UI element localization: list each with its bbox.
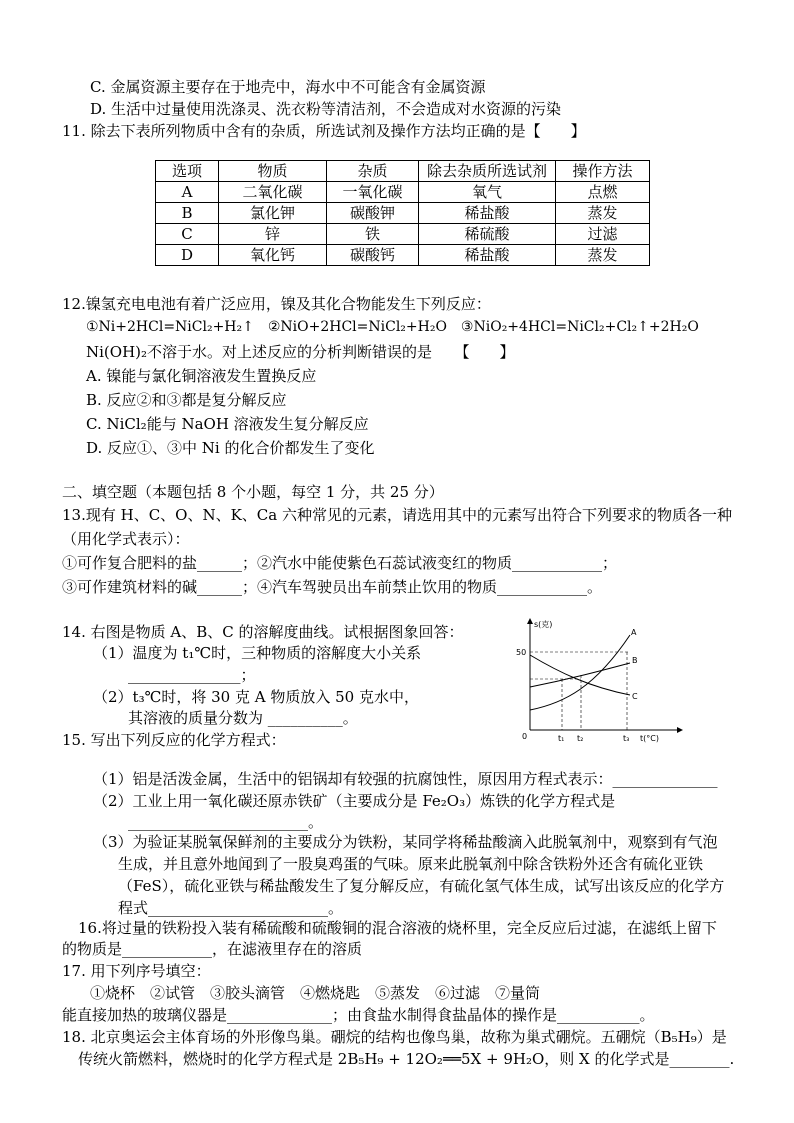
table-cell: 铁 [327,224,419,245]
y-axis-label: s(克) [534,620,553,629]
q15-part-3-line-4: 程式________________________。 [118,899,344,917]
table-header: 物质 [219,161,327,182]
table-row [156,224,650,245]
table-cell: 蒸发 [556,203,650,224]
curve-b-label: B [632,656,638,665]
table-cell: 氯化钾 [219,203,327,224]
q12-stem: 12.镍氢充电电池有着广泛应用，镍及其化合物能发生下列反应： [62,295,491,313]
q18-line-2: 传统火箭燃料，燃烧时的化学方程式是 2B₅H₉ + 12O₂══5X + 9H₂O，则 X 的化学式是________. [78,1050,735,1068]
q17-options: ①烧杯 ②试管 ③胶头滴管 ④燃烧匙 ⑤蒸发 ⑥过滤 ⑦量筒 [90,984,541,1002]
curve-b [530,663,630,687]
q18-stem: 18. 北京奥运会主体育场的外形像鸟巢。硼烷的结构也像鸟巢，故称为巢式硼烷。五硼烷（B₅H₉）是 [62,1028,727,1046]
q17-stem: 17. 用下列序号填空： [62,962,211,980]
q15-part-3-line-3: （FeS），硫化亚铁与稀盐酸发生了复分解反应，有硫化氢气体生成，试写出该反应的化学方 [118,877,725,895]
q15-stem: 15. 写出下列反应的化学方程式： [62,731,286,749]
table-cell: 锌 [219,224,327,245]
table-header-row [156,161,650,182]
x-axis-label: t(°C) [640,734,659,743]
q14-part-1: （1）温度为 t₁℃时，三种物质的溶解度大小关系 [93,644,422,662]
table-cell: 二氧化碳 [219,182,327,203]
table-header: 操作方法 [556,161,650,182]
table-cell: 稀硫酸 [419,224,556,245]
q10-option-c: C. 金属资源主要存在于地壳中，海水中不可能含有金属资源 [90,78,486,96]
table-cell: 碳酸钙 [327,245,419,266]
table-header: 选项 [156,161,219,182]
x-tick-t3: t₃ [623,734,630,743]
q12-reactions: ①Ni+2HCl=NiCl₂+H₂↑ ②NiO+2HCl=NiCl₂+H₂O ③NiO₂+4HCl=NiCl₂+Cl₂↑+2H₂O [86,319,699,335]
q16-line-2: 的物质是____________，在滤液里存在的溶质 [62,940,363,958]
q12-option-c: C. NiCl₂能与 NaOH 溶液发生复分解反应 [86,415,369,433]
solubility-graph [510,615,690,750]
section-title: 二、填空题（本题包括 8 个小题，每空 1 分，共 25 分） [62,483,444,501]
y-tick-50: 50 [516,648,527,657]
table-cell: 稀盐酸 [419,245,556,266]
q10-option-d: D. 生活中过量使用洗涤灵、洗衣粉等清洁剂，不会造成对水资源的污染 [90,100,562,118]
q12-option-a: A. 镍能与氯化铜溶液发生置换反应 [86,367,317,385]
q15-part-3-line-2: 生成，并且意外地闻到了一股臭鸡蛋的气味。原来此脱氧剂中除含铁粉外还含有硫化亚铁 [118,855,704,873]
q17-line-2: 能直接加热的玻璃仪器是______________；由食盐水制得食盐晶体的操作是___________。 [62,1006,655,1024]
table-cell: B [156,203,219,224]
q14-part-2-blank: 其溶液的质量分数为 __________。 [128,709,358,727]
q11-table [155,160,650,266]
origin-label: 0 [522,732,528,741]
q15-part-2-blank: ________________________。 [128,813,324,831]
q15-part-3: （3）为验证某脱氧保鲜剂的主要成分为铁粉，某同学将稀盐酸滴入此脱氧剂中，观察到有气泡 [93,833,718,851]
q15-part-2: （2）工业上用一氧化碳还原赤铁矿（主要成分是 Fe₂O₃）炼铁的化学方程式是 [93,792,616,810]
table-cell: D [156,245,219,266]
curve-c-label: C [632,692,638,701]
x-tick-t2: t₂ [577,734,584,743]
x-tick-t1: t₁ [558,734,565,743]
table-cell: 稀盐酸 [419,203,556,224]
q14-part-1-blank: _______________； [128,666,256,684]
table-row [156,245,650,266]
q13-line-2: ③可作建筑材料的碱______；④汽车驾驶员出车前禁止饮用的物质____________。 [62,578,603,596]
q13-stem: 13.现有 H、C、O、N、K、Ca 六种常见的元素，请选用其中的元素写出符合下列要求的物质各一种 [62,506,733,524]
q12-statement: Ni(OH)₂不溶于水。对上述反应的分析判断错误的是 【 】 [86,343,515,361]
table-row [156,203,650,224]
q12-option-b: B. 反应②和③都是复分解反应 [86,391,287,409]
q13-line-1: ①可作复合肥料的盐______；②汽水中能使紫色石蕊试液变红的物质____________； [62,554,618,572]
q13-note: （用化学式表示）： [62,530,190,548]
table-header: 除去杂质所选试剂 [419,161,556,182]
table-cell: 氧化钙 [219,245,327,266]
table-cell: 氧气 [419,182,556,203]
table-row [156,182,650,203]
table-cell: 一氧化碳 [327,182,419,203]
q11-stem: 11. 除去下表所列物质中含有的杂质，所选试剂及操作方法均正确的是【 】 [62,122,586,140]
table-cell: A [156,182,219,203]
q12-option-d: D. 反应①、③中 Ni 的化合价都发生了变化 [86,439,375,457]
curve-a [530,635,630,710]
q16-stem: 16.将过量的铁粉投入装有稀硫酸和硫酸铜的混合溶液的烧杯里，完全反应后过滤，在滤纸上留下 [78,919,717,937]
table-header: 杂质 [327,161,419,182]
table-cell: C [156,224,219,245]
table-cell: 蒸发 [556,245,650,266]
q15-part-1: （1）铝是活泼金属，生活中的铝锅却有较强的抗腐蚀性，原因用方程式表示：______________ [93,770,718,788]
curve-a-label: A [631,628,637,637]
table-cell: 点燃 [556,182,650,203]
q14-part-2: （2）t₃℃时，将 30 克 A 物质放入 50 克水中， [93,688,419,706]
q14-stem: 14. 右图是物质 A、B、C 的溶解度曲线。试根据图象回答： [62,623,464,641]
table-cell: 过滤 [556,224,650,245]
table-cell: 碳酸钾 [327,203,419,224]
